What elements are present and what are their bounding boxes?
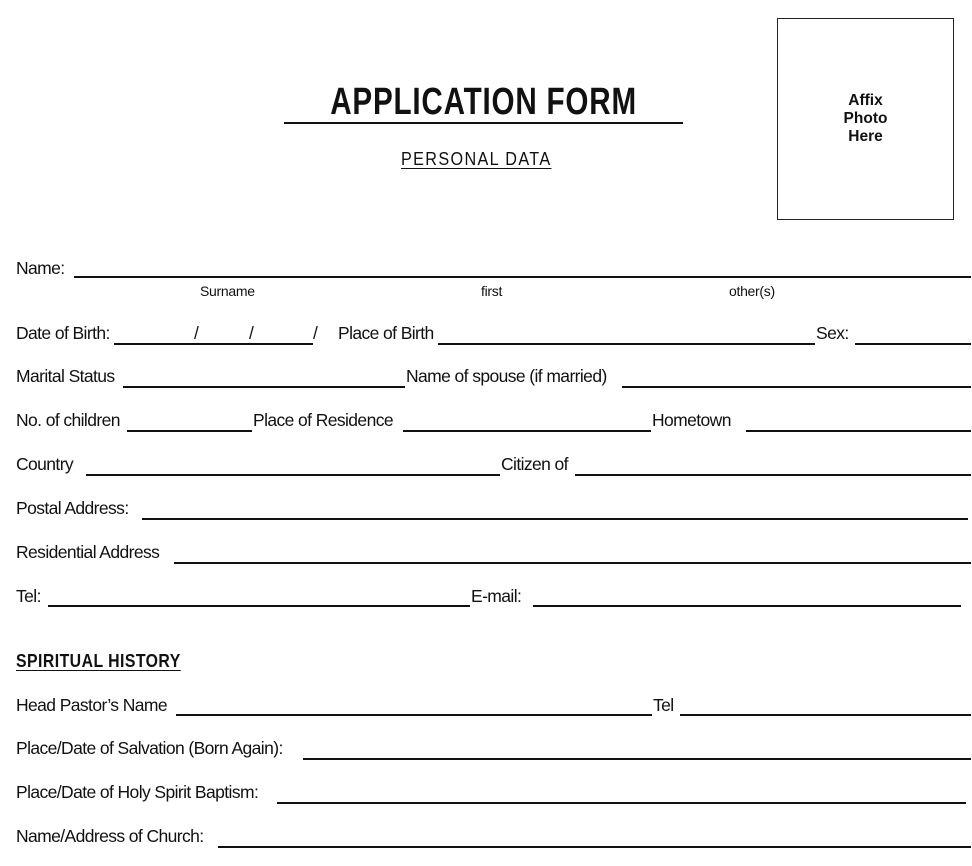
- residence-label: Place of Residence: [253, 410, 393, 430]
- others-hint: other(s): [729, 283, 775, 299]
- children-label: No. of children: [16, 410, 120, 430]
- postal-address-label: Postal Address:: [16, 498, 129, 518]
- dob-slash: /: [194, 323, 199, 343]
- surname-hint: Surname: [200, 283, 255, 299]
- tel-field[interactable]: [48, 605, 470, 607]
- tel-label: Tel:: [16, 586, 41, 606]
- head-pastor-field[interactable]: [176, 714, 652, 716]
- form-title: APPLICATION FORM: [330, 81, 637, 123]
- residential-address-field[interactable]: [174, 562, 971, 564]
- dob-label: Date of Birth:: [16, 323, 110, 343]
- marital-status-field[interactable]: [123, 386, 405, 388]
- section-personal-data: PERSONAL DATA: [401, 149, 552, 169]
- name-field[interactable]: [74, 276, 971, 278]
- spouse-label: Name of spouse (if married): [406, 366, 607, 386]
- postal-address-field[interactable]: [142, 518, 968, 520]
- residence-field[interactable]: [403, 430, 651, 432]
- salvation-label: Place/Date of Salvation (Born Again):: [16, 738, 283, 758]
- photo-label-affix: Affix: [848, 92, 883, 109]
- marital-status-label: Marital Status: [16, 366, 115, 386]
- citizen-field[interactable]: [575, 474, 971, 476]
- dob-field[interactable]: [114, 343, 313, 345]
- hometown-field[interactable]: [746, 430, 971, 432]
- salvation-field[interactable]: [303, 758, 971, 760]
- residential-address-label: Residential Address: [16, 542, 160, 562]
- sex-field[interactable]: [855, 343, 971, 345]
- country-label: Country: [16, 454, 74, 474]
- photo-label-photo: Photo: [843, 110, 888, 127]
- spouse-field[interactable]: [622, 386, 971, 388]
- photo-label-here: Here: [848, 128, 883, 145]
- hometown-label: Hometown: [652, 410, 731, 430]
- dob-slash: /: [249, 323, 254, 343]
- pastor-tel-field[interactable]: [680, 714, 971, 716]
- first-hint: first: [481, 283, 503, 299]
- country-field[interactable]: [86, 474, 500, 476]
- children-field[interactable]: [127, 430, 252, 432]
- pastor-tel-label: Tel: [653, 695, 674, 715]
- place-of-birth-field[interactable]: [438, 343, 815, 345]
- baptism-label: Place/Date of Holy Spirit Baptism:: [16, 782, 259, 802]
- photo-box-label: [844, 92, 888, 146]
- baptism-field[interactable]: [277, 802, 966, 804]
- email-field[interactable]: [533, 605, 961, 607]
- photo-box: [777, 18, 954, 220]
- sex-label: Sex:: [816, 323, 849, 343]
- church-label: Name/Address of Church:: [16, 826, 204, 846]
- dob-slash: /: [313, 323, 318, 343]
- place-of-birth-label: Place of Birth: [338, 323, 434, 343]
- head-pastor-label: Head Pastor’s Name: [16, 695, 167, 715]
- section-spiritual-history: SPIRITUAL HISTORY: [16, 651, 181, 671]
- citizen-label: Citizen of: [501, 454, 568, 474]
- form-title-underline: [284, 80, 683, 124]
- name-label: Name:: [16, 258, 65, 278]
- email-label: E-mail:: [471, 586, 522, 606]
- church-field[interactable]: [218, 846, 971, 848]
